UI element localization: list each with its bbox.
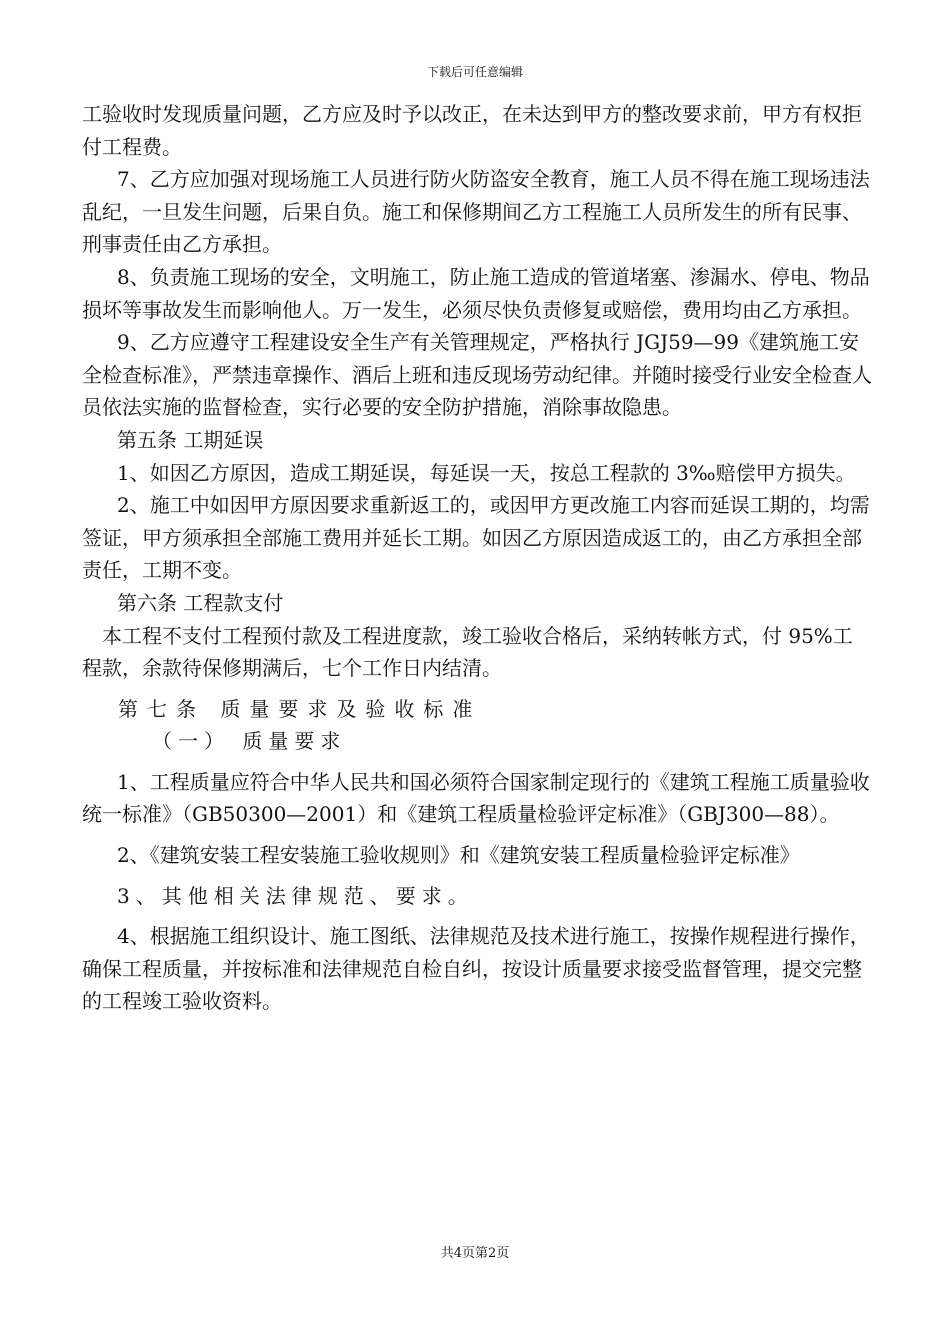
page-header-note: 下载后可任意编辑 [426, 65, 523, 79]
paragraph-delay-1: 1、如因乙方原因，造成工期延误，每延误一天，按总工程款的 3‰赔偿甲方损失。 [117, 460, 856, 485]
paragraph-item-9: 9、乙方应遵守工程建设安全生产有关管理规定，严格执行 JGJ59—99《建筑施工安全检查标准》，严禁违章操作、酒后上班和违反现场劳动纪律。并随时接受行业安全检查人员依法实施的监督检查，实行必要的安全防护措施，消除事故隐患。 [82, 330, 872, 420]
paragraph-delay-2: 2、施工中如因甲方原因要求重新返工的，或因甲方更改施工内容而延误工期的，均需签证，甲方须承担全部施工费用并延长工期。如因乙方原因造成返工的，由乙方承担全部责任，工期不变。 [82, 493, 870, 583]
subsection-heading-quality: （一） 质量要求 [152, 729, 347, 754]
paragraph-quality-3: 3、其他相关法律规范、要求。 [117, 883, 474, 908]
document-body [82, 98, 872, 1018]
section-heading-5: 第五条 工期延误 [117, 427, 264, 452]
section-heading-6: 第六条 工程款支付 [117, 590, 284, 615]
paragraph-quality-2: 2、《建筑安装工程安装施工验收规则》和《建筑安装工程质量检验评定标准》 [117, 843, 800, 868]
paragraph-quality-1: 1、工程质量应符合中华人民共和国必须符合国家制定现行的《建筑工程施工质量验收统一标准》（GB50300—2001）和《建筑工程质量检验评定标准》（GBJ300—88）。 [82, 769, 870, 827]
section-heading-7: 第七条 质量要求及验收标准 [118, 696, 482, 721]
page-footer-page-info: 共4页第2页 [440, 1246, 510, 1261]
paragraph-quality-4: 4、根据施工组织设计、施工图纸、法律规范及技术进行施工，按操作规程进行操作，确保工程质量，并按标准和法律规范自检自纠，按设计质量要求接受监督管理，提交完整的工程竣工验收资料。 [82, 924, 870, 1014]
paragraph-payment: 本工程不支付工程预付款及工程进度款，竣工验收合格后，采纳转帐方式，付 95%工程款，余款待保修期满后，七个工作日内结清。 [82, 623, 853, 681]
paragraph-item-8: 8、负责施工现场的安全，文明施工，防止施工造成的管道堵塞、渗漏水、停电、物品损坏等事故发生而影响他人。万一发生，必须尽快负责修复或赔偿，费用均由乙方承担。 [82, 264, 870, 322]
paragraph-item-7: 7、乙方应加强对现场施工人员进行防火防盗安全教育，施工人员不得在施工现场违法乱纪，一旦发生问题，后果自负。施工和保修期间乙方工程施工人员所发生的所有民事、刑事责任由乙方承担。 [82, 167, 870, 257]
paragraph-continued: 工验收时发现质量问题，乙方应及时予以改正，在未达到甲方的整改要求前，甲方有权拒付工程费。 [82, 102, 862, 159]
